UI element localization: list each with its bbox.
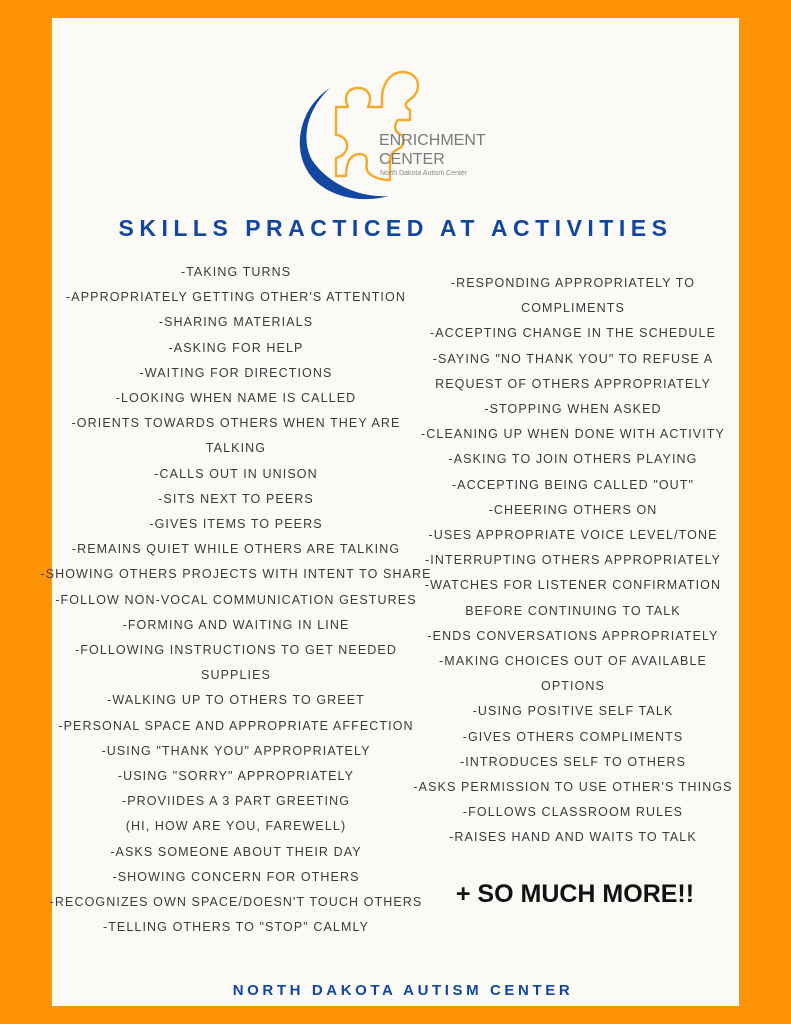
skill-item: -GIVES ITEMS TO PEERS — [149, 517, 323, 532]
skill-item: -FORMING AND WAITING IN LINE — [122, 617, 350, 632]
skill-item: -ACCEPTING CHANGE IN THE SCHEDULE — [429, 326, 717, 341]
skill-item: -FOLLOWING INSTRUCTIONS TO GET NEEDED — [75, 643, 397, 658]
skill-item: -GIVES OTHERS COMPLIMENTS — [462, 729, 684, 744]
skill-item: -CALLS OUT IN UNISON — [154, 466, 318, 481]
skill-item: -FOLLOW NON-VOCAL COMMUNICATION GESTURES — [55, 592, 417, 607]
skill-item: -USES APPROPRIATE VOICE LEVEL/TONE — [428, 528, 718, 543]
skill-item: TALKING — [205, 441, 267, 456]
skill-item: -LOOKING WHEN NAME IS CALLED — [115, 391, 357, 406]
skill-item: -USING POSITIVE SELF TALK — [472, 704, 674, 719]
enrichment-center-logo — [290, 60, 510, 210]
skill-item: REQUEST OF OTHERS APPROPRIATELY — [435, 376, 711, 391]
skill-item: -WATCHES FOR LISTENER CONFIRMATION — [424, 578, 722, 593]
skill-item: BEFORE CONTINUING TO TALK — [465, 603, 681, 618]
skill-item: -SHOWING CONCERN FOR OTHERS — [112, 869, 360, 884]
skill-item: -SHOWING OTHERS PROJECTS WITH INTENT TO SHARE — [40, 567, 432, 582]
skill-item: -INTRODUCES SELF TO OTHERS — [459, 754, 687, 769]
page-title: SKILLS PRACTICED AT ACTIVITIES — [118, 215, 673, 241]
skills-list-right — [412, 271, 734, 851]
skill-item: -RAISES HAND AND WAITS TO TALK — [449, 830, 697, 845]
skill-item: -SAYING "NO THANK YOU" TO REFUSE A — [432, 351, 714, 366]
skill-item: -TAKING TURNS — [180, 265, 292, 279]
skill-item: -CLEANING UP WHEN DONE WITH ACTIVITY — [421, 427, 725, 442]
skill-item: -PROVIIDES A 3 PART GREETING — [121, 794, 351, 809]
skill-item: COMPLIMENTS — [521, 301, 625, 316]
skill-item: -MAKING CHOICES OUT OF AVAILABLE — [439, 654, 707, 669]
skill-item: -USING "THANK YOU" APPROPRIATELY — [101, 743, 371, 758]
logo-name: ENRICHMENT CENTER — [379, 132, 486, 168]
skill-item: -ORIENTS TOWARDS OTHERS WHEN THEY ARE — [71, 416, 401, 431]
logo-subtitle: North Dakota Autism Center — [380, 170, 468, 177]
skill-item: -RESPONDING APPROPRIATELY TO — [450, 276, 696, 290]
skill-item: -ASKING FOR HELP — [168, 340, 304, 355]
skill-item: -WAITING FOR DIRECTIONS — [139, 365, 333, 380]
skill-item: -WALKING UP TO OTHERS TO GREET — [107, 693, 365, 708]
skill-item: -INTERRUPTING OTHERS APPROPRIATELY — [425, 553, 721, 568]
skill-item: -RECOGNIZES OWN SPACE/DOESN'T TOUCH OTHERS — [49, 895, 423, 910]
skill-item: -PERSONAL SPACE AND APPROPRIATE AFFECTION — [58, 718, 414, 733]
skill-item: OPTIONS — [541, 679, 605, 694]
skills-list-left — [30, 260, 442, 940]
skill-item: -SHARING MATERIALS — [158, 315, 314, 330]
skill-item: (HI, HOW ARE YOU, FAREWELL) — [125, 819, 347, 834]
skill-item: -APPROPRIATELY GETTING OTHER'S ATTENTION — [66, 290, 406, 305]
so-much-more-text: + SO MUCH MORE!! — [455, 880, 695, 908]
skill-item: -REMAINS QUIET WHILE OTHERS ARE TALKING — [71, 542, 401, 557]
skill-item: -STOPPING WHEN ASKED — [484, 402, 662, 417]
skill-item: -SITS NEXT TO PEERS — [158, 491, 314, 506]
skill-item: -CHEERING OTHERS ON — [488, 502, 658, 517]
skill-item: SUPPLIES — [201, 668, 271, 683]
skill-item: -TELLING OTHERS TO "STOP" CALMLY — [102, 920, 370, 935]
blue-swoosh — [300, 88, 388, 199]
skill-item: -ACCEPTING BEING CALLED "OUT" — [451, 477, 695, 492]
footer-org-name: NORTH DAKOTA AUTISM CENTER — [232, 982, 574, 999]
skill-item: -ENDS CONVERSATIONS APPROPRIATELY — [427, 628, 719, 643]
skill-item: -ASKING TO JOIN OTHERS PLAYING — [448, 452, 698, 467]
skill-item: -ASKS SOMEONE ABOUT THEIR DAY — [110, 844, 362, 859]
skill-item: -FOLLOWS CLASSROOM RULES — [462, 805, 684, 820]
skill-item: -ASKS PERMISSION TO USE OTHER'S THINGS — [413, 780, 733, 795]
skill-item: -USING "SORRY" APPROPRIATELY — [117, 769, 355, 784]
